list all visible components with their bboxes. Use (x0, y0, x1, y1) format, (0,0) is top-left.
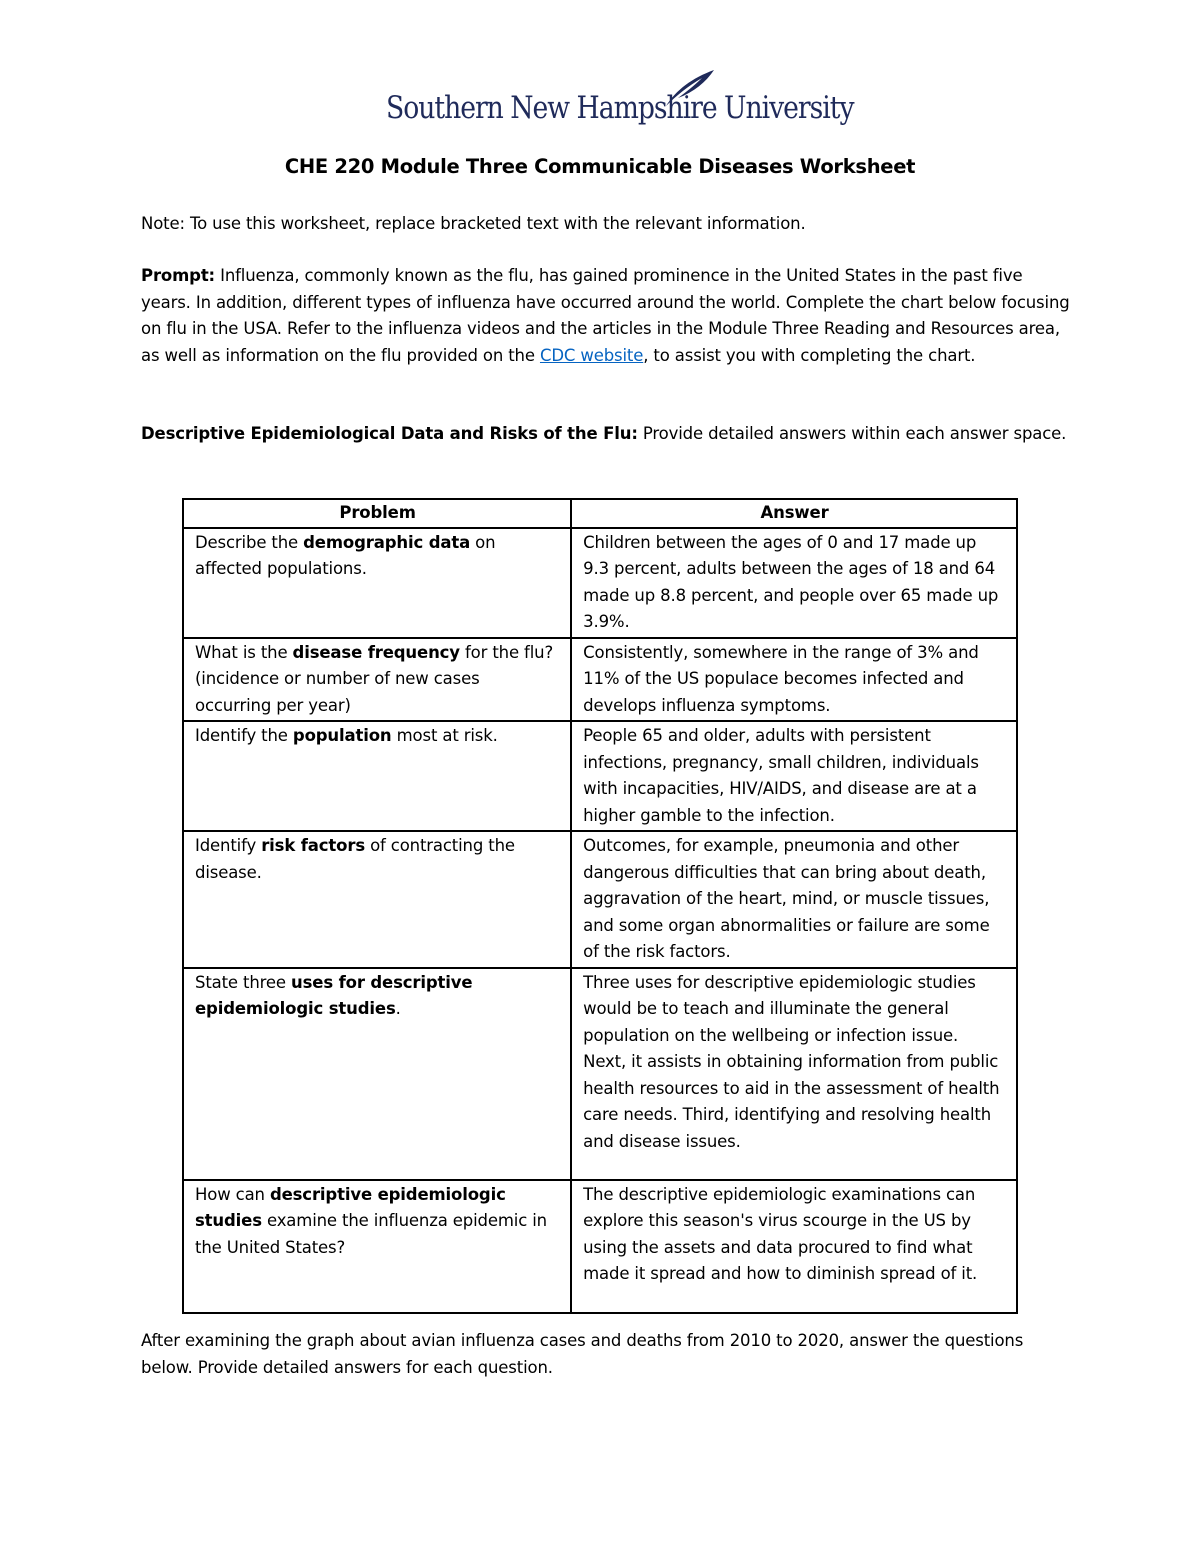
problem-keyword: demographic data (303, 532, 471, 552)
table-row (183, 721, 1017, 831)
answer-cell[interactable]: People 65 and older, adults with persistent infections, pregnancy, small children, individuals with incapacities, HIV/AIDS, and disease are at a higher gamble to the infection. (571, 721, 1017, 831)
problem-keyword: descriptive epidemiologic studies (195, 1184, 506, 1230)
worksheet-table (182, 498, 1018, 1314)
table-header-row (183, 499, 1017, 528)
prompt-paragraph (141, 263, 1071, 369)
logo-text: Southern New Hampshire University (386, 90, 854, 126)
table-row (183, 528, 1017, 638)
answer-cell[interactable]: Consistently, somewhere in the range of 3% and 11% of the US populace becomes infected and develops influenza symptoms. (571, 638, 1017, 722)
table-row (183, 638, 1017, 722)
prompt-text: Influenza, commonly known as the flu, has gained prominence in the United States in the past five years. In addition, different types of influenza have occurred around the world. Complete the chart below focusing on flu in the USA. Refer to the influenza videos and the articles in the Module Three Reading and Resources area, as well as information on the flu provided on the (141, 266, 1070, 365)
problem-keyword: uses for descriptive epidemiologic studies (195, 972, 473, 1018)
descriptive-text: Provide detailed answers within each answer space. (637, 424, 1067, 443)
header-problem: Problem (183, 499, 571, 528)
answer-cell[interactable]: Three uses for descriptive epidemiologic studies would be to teach and illuminate the general population on the wellbeing or infection issue. Next, it assists in obtaining information from public health resources to aid in the assessment of health care needs. Third, identifying and resolving health and disease issues. (571, 968, 1017, 1180)
note-paragraph (141, 211, 1071, 238)
problem-text: Identify the (195, 726, 293, 745)
problem-text: How can (195, 1184, 270, 1204)
prompt-text-end: , to assist you with completing the chart. (643, 345, 976, 365)
problem-cell (183, 831, 571, 968)
answer-cell[interactable]: Children between the ages of 0 and 17 made up 9.3 percent, adults between the ages of 18 and 64 made up 8.8 percent, and people over 65 made up 3.9%. (571, 528, 1017, 638)
header-answer: Answer (571, 499, 1017, 528)
problem-text: on affected populations. (195, 532, 496, 578)
problem-keyword: disease frequency (292, 642, 460, 662)
problem-text: most at risk. (391, 726, 498, 745)
university-logo (386, 68, 854, 138)
note-label: Note: (141, 214, 185, 233)
answer-cell[interactable]: The descriptive epidemiologic examinations can explore this season's virus scourge in the US by using the assets and data procured to find what made it spread and how to diminish spread of it. (571, 1180, 1017, 1313)
problem-cell (183, 1180, 571, 1313)
prompt-label: Prompt: (141, 266, 216, 285)
problem-text: Identify (195, 836, 262, 855)
problem-cell (183, 721, 571, 831)
problem-keyword: population (292, 726, 392, 745)
note-text: To use this worksheet, replace bracketed text with the relevant information. (184, 214, 806, 233)
answer-cell[interactable]: Outcomes, for example, pneumonia and other dangerous difficulties that can bring about death, aggravation of the heart, mind, or muscle tissues, and some organ abnormalities or failure are some of the risk factors. (571, 831, 1017, 968)
page-title: CHE 220 Module Three Communicable Diseases Worksheet (284, 155, 916, 178)
problem-text: . (395, 999, 401, 1018)
problem-text: What is the (195, 642, 293, 662)
problem-cell (183, 968, 571, 1180)
problem-text: for the flu? (incidence or number of new cases occurring per year) (195, 642, 554, 715)
problem-text: examine the influenza epidemic in the United States? (195, 1211, 547, 1257)
problem-cell (183, 638, 571, 722)
problem-text: Describe the (195, 532, 304, 552)
after-paragraph: After examining the graph about avian influenza cases and deaths from 2010 to 2020, answer the questions below. Provide detailed answers for each question. (141, 1331, 1024, 1377)
problem-text: of contracting the disease. (195, 836, 515, 882)
descriptive-label: Descriptive Epidemiological Data and Risks of the Flu: (141, 424, 638, 443)
problem-text: State three (195, 972, 292, 992)
descriptive-paragraph (141, 421, 1071, 448)
cdc-website-link[interactable]: CDC website (539, 345, 644, 365)
table-row (183, 831, 1017, 968)
table-row (183, 968, 1017, 1180)
table-row (183, 1180, 1017, 1313)
problem-cell (183, 528, 571, 638)
problem-keyword: risk factors (261, 836, 365, 855)
